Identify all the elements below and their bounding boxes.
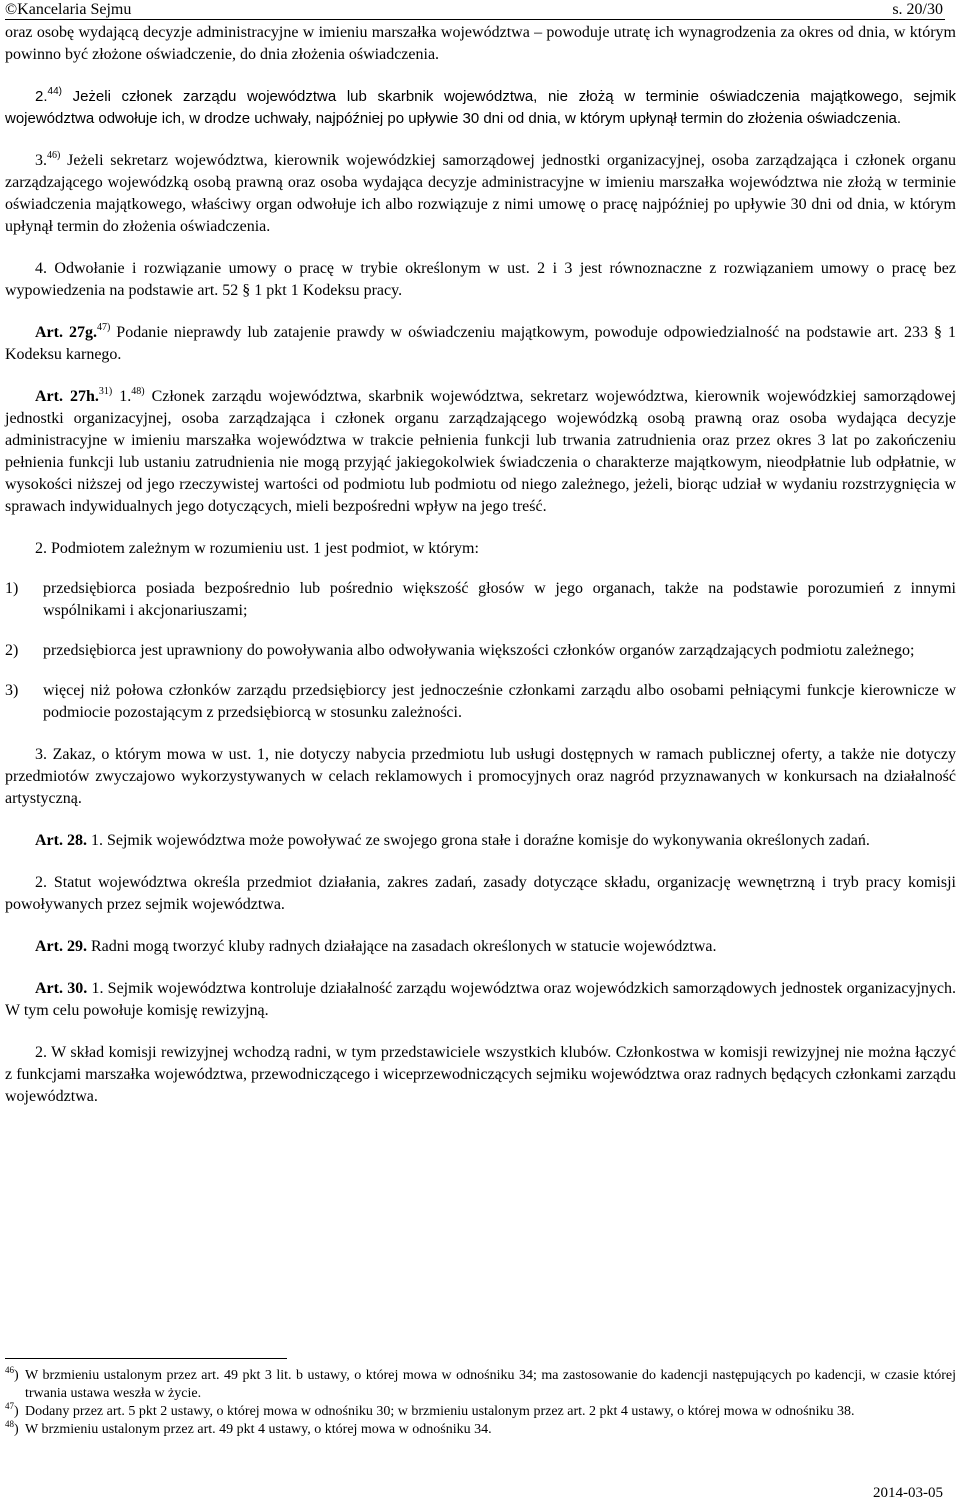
footnote-number: $^{48}$) [5, 1419, 19, 1437]
footnote-ref-47: 47) [96, 322, 111, 333]
article-27g-label: Art. 27g. [35, 324, 97, 341]
footnote-ref-44: 44) [47, 86, 62, 97]
list-item [5, 640, 956, 662]
article-28-label: Art. 28. [35, 832, 87, 849]
article-28-text: 1. Sejmik województwa może powoływać ze swojego grona stałe i doraźne komisje do wykonywania określonych zadań. [86, 832, 870, 849]
footer-date: 2014-03-05 [873, 1485, 943, 1501]
footnote-text: W brzmieniu ustalonym przez art. 49 pkt 3 lit. b ustawy, o której mowa w odnośniku 34; ma zastosowanie do kadencji następujących po kadencji, w czasie której trwania ustawa weszła w życie. [25, 1368, 956, 1401]
paragraph-3-number: 3. [35, 152, 47, 169]
footnote [5, 1421, 956, 1439]
article-27h-label: Art. 27h. [35, 388, 99, 405]
list-item-text: więcej niż połowa członków zarządu przedsiębiorcy jest jednocześnie członkami zarządu albo osobami pełniącymi funkcje kierownicze w podmiocie pozostającym z przedsiębiorcą w stosunku zależności. [43, 682, 956, 721]
footnote-ref-48: 48) [131, 386, 145, 397]
article-29-text: Radni mogą tworzyć kluby radnych działające na zasadach określonych w statucie województwa. [86, 938, 717, 955]
article-27h-number: 1. [112, 388, 132, 405]
document-body [5, 22, 956, 1108]
article-28-paragraph-2: 2. Statut województwa określa przedmiot działania, zakres zadań, zasady dotyczące składu, organizację wewnętrzną i tryb pracy komisji powoływanych przez sejmik województwa. [5, 874, 956, 913]
footnotes [5, 1367, 956, 1439]
list-item-number: 1) [5, 580, 19, 597]
paragraph-2-text: Jeżeli członek zarządu województwa lub skarbnik województwa, nie złożą w terminie oświadczenia majątkowego, sejmik województwa odwołuje ich, w drodze uchwały, najpóźniej po upływie 30 dni od dnia, w którym upłynął termin do złożenia oświadczenia. [5, 88, 956, 127]
paragraph-2 [5, 86, 956, 130]
paragraph-2-number: 2. [35, 88, 48, 105]
footnote-text: Dodany przez art. 5 pkt 2 ustawy, o której mowa w odnośniku 30; w brzmieniu ustalonym przez art. 2 pkt 4 ustawy, o której mowa w odnośniku 38. [25, 1404, 855, 1419]
article-27g-text: Podanie nieprawdy lub zatajenie prawdy w oświadczeniu majątkowym, powoduje odpowiedzialność na podstawie art. 233 § 1 Kodeksu karnego. [5, 324, 957, 363]
paragraph-4: 4. Odwołanie i rozwiązanie umowy o pracę w trybie określonym w ust. 2 i 3 jest równoznaczne z rozwiązaniem umowy o pracę bez wypowiedzenia na podstawie art. 52 § 1 pkt 1 Kodeksu pracy. [5, 260, 956, 299]
header-rule [5, 19, 945, 20]
footnote [5, 1367, 956, 1403]
header-page-number: s. 20/30 [892, 1, 943, 18]
intro-paragraph: oraz osobę wydającą decyzje administracyjne w imieniu marszałka województwa – powoduje utratę ich wynagrodzenia za okres od dnia, w którym powinno być złożone oświadczenie, do dnia złożenia oświadczenia. [5, 24, 956, 63]
footnote-number: $^{46}$) [5, 1365, 19, 1383]
list-item-number: 3) [5, 682, 19, 699]
paragraph-3 [5, 150, 956, 238]
article-30-label: Art. 30. [35, 980, 88, 997]
article-30-text: 1. Sejmik województwa kontroluje działalność zarządu województwa oraz wojewódzkich samorządowych jednostek organizacyjnych. W tym celu powołuje komisję rewizyjną. [5, 980, 957, 1019]
article-27h-paragraph-2: 2. Podmiotem zależnym w rozumieniu ust. 1 jest podmiot, w którym: [35, 540, 479, 557]
article-27h [5, 386, 956, 518]
article-27h-text: Członek zarządu województwa, skarbnik województwa, sekretarz województwa, kierownik wojewódzkiej samorządowej jednostki organizacyjnej, osoba zarządzająca i członek organu zarządzającego wojewódzką osobą prawną oraz osoba wydająca decyzje administracyjne w imieniu marszałka województwa w trakcie pełnienia funkcji lub trwania zatrudnienia oraz przez okres 3 lat po zakończeniu pełnienia funkcji lub ustaniu zatrudnienia nie mogą przyjąć jakiegokolwiek świadczenia o charakterze majątkowym, nieodpłatnie lub odpłatnie, w wysokości niższej od jego rzeczywistej wartości od podmiotu lub podmiotu od niego zależnego, jeżeli, biorąc udział w wydaniu rozstrzygnięcia w sprawach indywidualnych jego dotyczących, mieli bezpośredni wpływ na jego treść. [5, 388, 957, 515]
article-28 [5, 830, 956, 852]
paragraph-3-text: Jeżeli sekretarz województwa, kierownik wojewódzkiej samorządowej jednostki organizacyjnej, osoba zarządzająca i członek organu zarządzającego wojewódzką osobą prawną oraz osoba wydająca decyzje administracyjne w imieniu marszałka województwa nie złożą w terminie oświadczenia majątkowego, właściwy organ odwołuje ich albo rozwiązuje z nimi umowę o pracę najpóźniej po upływie 30 dni od dnia, w którym upłynął termin do złożenia oświadczenia. [5, 152, 956, 235]
article-27h-paragraph-3: 3. Zakaz, o którym mowa w ust. 1, nie dotyczy nabycia przedmiotu lub usługi dostępnych w ramach publicznej oferty, a także nie dotyczy przedmiotów zwyczajowo wykorzystywanych w celach reklamowych i promocyjnych oraz nagród przyznawanych w konkursach na działalność artystyczną. [5, 746, 956, 807]
list-item-number: 2) [5, 642, 19, 659]
header-publisher: ©Kancelaria Sejmu [5, 1, 132, 18]
footnote-separator [5, 1358, 287, 1359]
list-item [5, 680, 956, 724]
list-item [5, 578, 956, 622]
article-30-paragraph-2: 2. W skład komisji rewizyjnej wchodzą radni, w tym przedstawiciele wszystkich klubów. Członkostwa w komisji rewizyjnej nie można łączyć z funkcjami marszałka województwa, przewodniczącego i wiceprzewodniczących sejmiku województwa oraz radnych będących członkami zarządu województwa. [5, 1044, 956, 1105]
footnote-text: W brzmieniu ustalonym przez art. 49 pkt 4 ustawy, o której mowa w odnośniku 34. [25, 1422, 492, 1437]
list-item-text: przedsiębiorca jest uprawniony do powoływania albo odwoływania większości członków organów zarządzających podmiotu zależnego; [43, 642, 915, 659]
footnote [5, 1403, 956, 1421]
footnote-ref-31: 31) [98, 386, 113, 397]
article-30 [5, 978, 956, 1022]
footnote-ref-46: 46) [47, 150, 61, 161]
list-item-text: przedsiębiorca posiada bezpośrednio lub pośrednio większość głosów w jego organach, także na podstawie porozumień z innymi wspólnikami i akcjonariuszami; [43, 580, 956, 619]
article-29 [5, 936, 956, 958]
footnote-number: $^{47}$) [5, 1401, 19, 1419]
article-29-label: Art. 29. [35, 938, 87, 955]
article-27g [5, 322, 956, 366]
